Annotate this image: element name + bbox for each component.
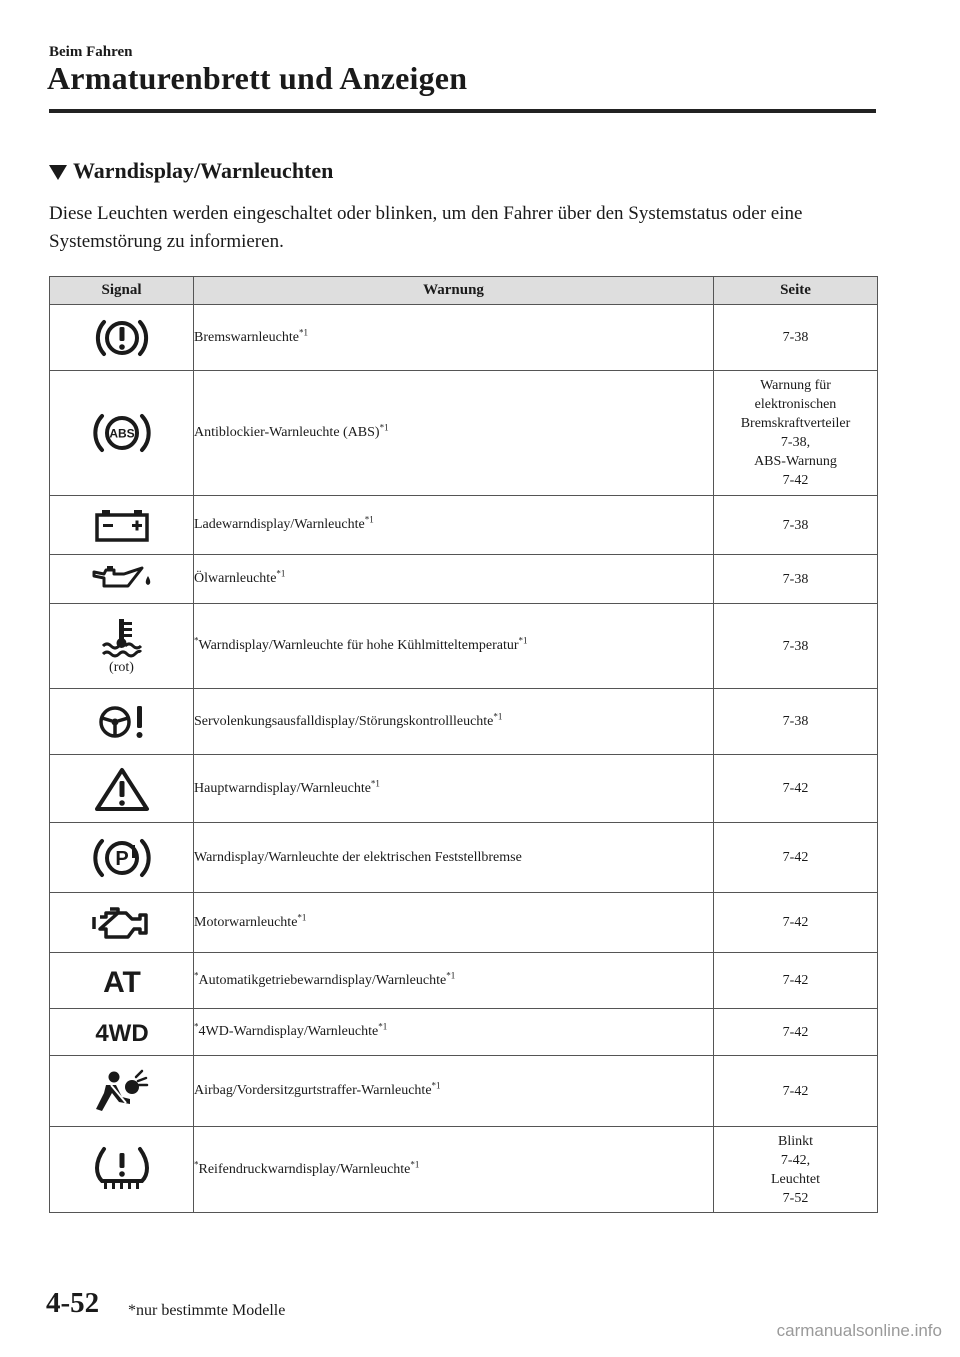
page-line: ABS-Warnung <box>754 454 837 469</box>
page-number: 4-52 <box>46 1287 100 1319</box>
warning-cell: *4WD-Warndisplay/Warnleuchte$^{*1}$ <box>194 1009 714 1056</box>
table-row <box>50 823 878 893</box>
coolant-temperature-icon <box>97 616 147 658</box>
page-line: elektronischen <box>754 397 837 412</box>
signal-cell <box>50 823 194 893</box>
section-heading <box>49 158 333 184</box>
warning-cell: *Automatikgetriebewarndisplay/Warnleuchte$^{*1}$ <box>194 953 714 1009</box>
page-cell <box>714 371 878 496</box>
signal-cell <box>50 1127 194 1213</box>
header-warning: Warnung <box>194 277 714 305</box>
signal-cell <box>50 604 194 689</box>
page-line: 7-42, <box>780 1152 811 1168</box>
table-row <box>50 496 878 555</box>
engine-icon <box>90 903 154 943</box>
signal-cell <box>50 496 194 555</box>
page-cell: 7-38 <box>714 496 878 555</box>
master-warning-triangle-icon <box>92 765 152 813</box>
table-row <box>50 689 878 755</box>
header-page: Seite <box>714 277 878 305</box>
warning-cell: Ölwarnleuchte$^{*1}$ <box>194 555 714 604</box>
svg-text:P: P <box>114 847 129 870</box>
warning-cell: Airbag/Vordersitzgurtstraffer-Warnleuchte$^{*1}$ <box>194 1056 714 1127</box>
table-row <box>50 371 878 496</box>
oil-can-icon <box>90 564 154 594</box>
page-title: Armaturenbrett und Anzeigen <box>47 60 468 96</box>
tire-pressure-icon <box>90 1145 154 1195</box>
signal-cell <box>50 689 194 755</box>
footnote: *nur bestimmte Modelle <box>128 1302 286 1319</box>
page-cell: 7-42 <box>714 1009 878 1056</box>
signal-cell <box>50 555 194 604</box>
warning-cell: *Reifendruckwarndisplay/Warnleuchte$^{*1}$ <box>194 1127 714 1213</box>
warning-cell: Motorwarnleuchte$^{*1}$ <box>194 893 714 953</box>
watermark-text: carmanualsonline.info <box>776 1321 942 1340</box>
signal-cell <box>50 371 194 496</box>
brake-warning-icon <box>92 316 152 360</box>
page-cell: 7-42 <box>714 953 878 1009</box>
page-cell: 7-38 <box>714 689 878 755</box>
triangle-bullet-icon <box>49 165 67 180</box>
warning-cell: Bremswarnleuchte$^{*1}$ <box>194 305 714 371</box>
table-row <box>50 305 878 371</box>
warning-cell: Hauptwarndisplay/Warnleuchte$^{*1}$ <box>194 755 714 823</box>
page-line: Blinkt <box>777 1133 813 1149</box>
battery-icon <box>92 506 152 544</box>
svg-text:AT: AT <box>102 965 141 998</box>
page-cell: 7-38 <box>714 305 878 371</box>
table-row <box>50 893 878 953</box>
page-cell: 7-42 <box>714 893 878 953</box>
intro-paragraph: Diese Leuchten werden eingeschaltet oder blinken, um den Fahrer über den Systemstatus oder eine Systemstörung zu informieren. <box>49 203 803 252</box>
warning-cell: Servolenkungsausfalldisplay/Störungskontrollleuchte$^{*1}$ <box>194 689 714 755</box>
warning-cell: Warndisplay/Warnleuchte der elektrischen Feststellbremse <box>194 823 714 893</box>
table-row <box>50 1127 878 1213</box>
warning-cell: *Warndisplay/Warnleuchte für hohe Kühlmitteltemperatur$^{*1}$ <box>194 604 714 689</box>
page-line: 7-42 <box>782 473 809 488</box>
table-row <box>50 604 878 689</box>
signal-cell <box>50 305 194 371</box>
page-line: Warnung für <box>760 378 831 393</box>
page-line: 7-38, <box>780 435 811 450</box>
abs-warning-icon <box>90 410 154 456</box>
svg-text:4WD: 4WD <box>94 1020 149 1047</box>
table-row <box>50 953 878 1009</box>
header-signal: Signal <box>50 277 194 305</box>
steering-wheel-warning-icon <box>92 700 152 744</box>
title-divider <box>49 109 876 113</box>
signal-cell <box>50 755 194 823</box>
warning-lights-table <box>49 276 878 1213</box>
section-title: Warndisplay/Warnleuchten <box>73 158 334 183</box>
chapter-label: Beim Fahren <box>49 44 133 60</box>
signal-cell <box>50 1056 194 1127</box>
page-line: Leuchtet <box>771 1171 820 1187</box>
page-cell: 7-38 <box>714 555 878 604</box>
warning-cell: Ladewarndisplay/Warnleuchte$^{*1}$ <box>194 496 714 555</box>
signal-cell <box>50 953 194 1009</box>
page-line: 7-52 <box>782 1190 809 1206</box>
table-row <box>50 755 878 823</box>
parking-brake-icon <box>90 835 154 881</box>
page-line: Bremskraftverteiler <box>740 416 851 431</box>
page-cell: 7-42 <box>714 755 878 823</box>
table-header-row <box>50 277 878 305</box>
signal-sublabel: (rot) <box>109 660 134 675</box>
table-row <box>50 1056 878 1127</box>
page-cell: 7-42 <box>714 823 878 893</box>
signal-cell <box>50 893 194 953</box>
signal-cell <box>50 1009 194 1056</box>
warning-cell: Antiblockier-Warnleuchte (ABS)$^{*1}$ <box>194 371 714 496</box>
svg-text:ABS: ABS <box>108 426 135 441</box>
page-cell <box>714 1127 878 1213</box>
4wd-icon <box>82 1017 162 1047</box>
page-cell: 7-42 <box>714 1056 878 1127</box>
page-cell: 7-38 <box>714 604 878 689</box>
table-row <box>50 555 878 604</box>
airbag-icon <box>92 1067 152 1115</box>
at-icon <box>90 964 154 998</box>
table-row <box>50 1009 878 1056</box>
